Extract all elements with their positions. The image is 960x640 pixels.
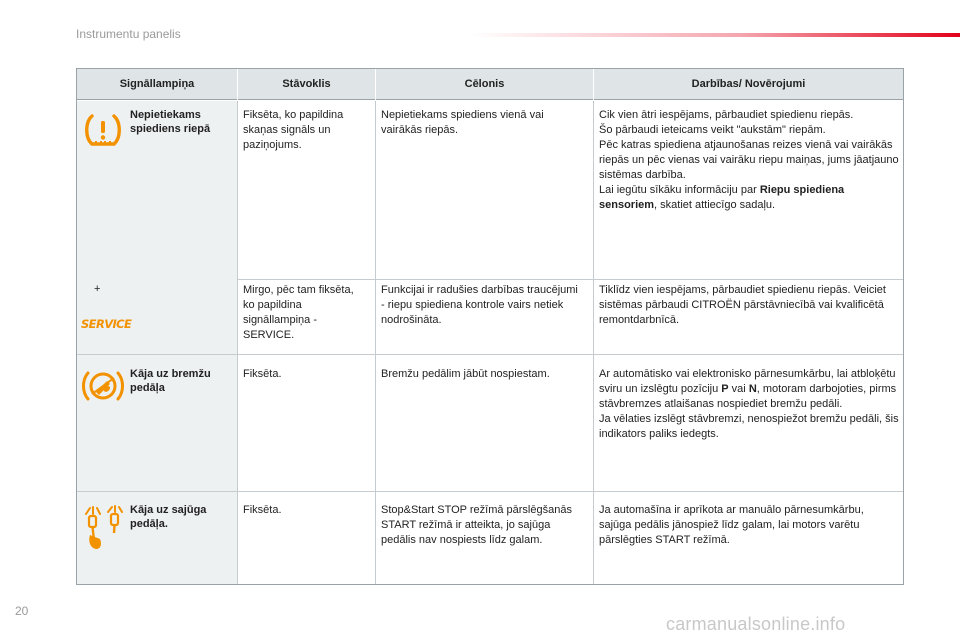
warning-lamps-table (76, 68, 904, 585)
state-cell: Fiksēta, ko papildina skaņas signāls un paziņojums. (243, 109, 344, 151)
header-signal-lamp: Signāllampiņa (77, 69, 238, 100)
action-cell: Ar automātisko vai elektronisko pārnesumkārbu, lai atbloķētu sviru un izslēgtu pozīciju P vai N, motoram darbojoties, pirms stāvbremzes atlaišanas nospiediet bremžu pedāli. Ja vēlaties izslēgt stāvbremzi, nenospiežot bremžu pedāli, šis indikators paliks iedegts. (599, 368, 899, 440)
service-warning-icon: SERVICE (81, 317, 132, 331)
plus-sign: + (94, 283, 101, 295)
cause-cell: Nepietiekams spiediens vienā vai vairākās riepās. (381, 109, 544, 136)
page-number: 20 (15, 604, 29, 618)
clutch-pedal-icon (84, 505, 124, 551)
divider (237, 279, 903, 280)
action-cell: Cik vien ātri iespējams, pārbaudiet spiedienu riepās. Šo pārbaudi ieteicams veikt "aukstām" riepām. Pēc katras spiediena atjaunošanas reizes vienā vai vairākās riepās un pēc vienas vai vairāku riepu maiņas, jums jāatjauno sistēmas darbība. Lai iegūtu sīkāku informāciju par Riepu spiediena sensoriem, skatiet attiecīgo sadaļu. (599, 109, 899, 211)
header-state: Stāvoklis (238, 69, 376, 100)
header-actions: Darbības/ Novērojumi (691, 78, 806, 90)
lamp-name: Nepietiekams spiediens riepā (130, 109, 211, 135)
state-cell: Fiksēta. (243, 368, 282, 380)
lamp-name: Kāja uz sajūga pedāļa. (130, 504, 207, 530)
table-header (77, 69, 903, 100)
action-cell: Ja automašīna ir aprīkota ar manuālo pārnesumkārbu, sajūga pedālis jānospiež līdz galam, lai motors varētu pārslēgties START režīmā. (599, 504, 864, 546)
divider (237, 101, 238, 584)
cause-cell: Funkcijai ir radušies darbības traucējumi - riepu spiediena kontrole vairs netiek nodrošināta. (381, 284, 578, 326)
divider (77, 491, 903, 492)
header-accent-bar (470, 33, 960, 37)
action-cell: Tiklīdz vien iespējams, pārbaudiet spiedienu riepās. Veiciet sistēmas pārbaudi CITROËN pārstāvniecībā vai kvalificētā remontdarbnīcā. (599, 284, 886, 326)
brake-pedal-icon (81, 370, 125, 402)
watermark: carmanualsonline.info (666, 614, 846, 634)
cause-cell: Stop&Start STOP režīmā pārslēgšanās START režīmā ir atteikta, jo sajūga pedālis nav nospiests līdz galam. (381, 504, 572, 546)
tire-pressure-warning-icon (83, 113, 123, 147)
divider (77, 354, 903, 355)
cause-cell: Bremžu pedālim jābūt nospiestam. (381, 368, 550, 380)
divider (593, 101, 594, 584)
state-cell: Mirgo, pēc tam fiksēta, ko papildina signāllampiņa - SERVICE. (243, 284, 354, 341)
state-cell: Fiksēta. (243, 504, 282, 516)
divider (375, 101, 376, 584)
header-cause: Cēlonis (376, 69, 594, 100)
section-title: Instrumentu panelis (76, 27, 181, 41)
lamp-name: Kāja uz bremžu pedāļa (130, 368, 211, 394)
